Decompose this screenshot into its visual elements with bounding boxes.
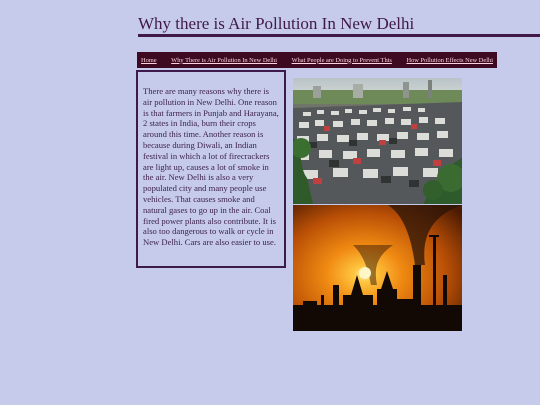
content-box <box>136 70 286 268</box>
page-title: Why there is Air Pollution In New Delhi <box>138 14 415 33</box>
nav-bar <box>137 52 497 68</box>
nav-link-effects[interactable]: How Pollution Effects New Delhi <box>406 56 493 64</box>
traffic-jam-photo <box>293 78 462 204</box>
nav-link-prevention[interactable]: What People are Doing to Prevent This <box>291 56 392 64</box>
nav-link-home[interactable]: Home <box>141 56 157 64</box>
smokestack-sunset-photo <box>293 205 462 331</box>
nav-link-why-pollution[interactable]: Why There is Air Pollution In New Delhi <box>171 56 278 64</box>
body-paragraph: There are many reasons why there is air pollution in New Delhi. One reason is that farmers in Punjab and Harayana, 2 states in India, burn their crops around this time. Another reason is because during Diwali, an Indian festival in which a lot of firecrackers are light up, causes a lot of smoke in the air. New Delhi is also a very populated city and many people use vehicles. That causes smoke and natural gases to go up in the air. Coal fired power plants also contribute. It is also too dangerous to walk or cycle in New Delhi. Cars are also easier to use. <box>143 86 279 248</box>
title-underline <box>138 34 540 37</box>
